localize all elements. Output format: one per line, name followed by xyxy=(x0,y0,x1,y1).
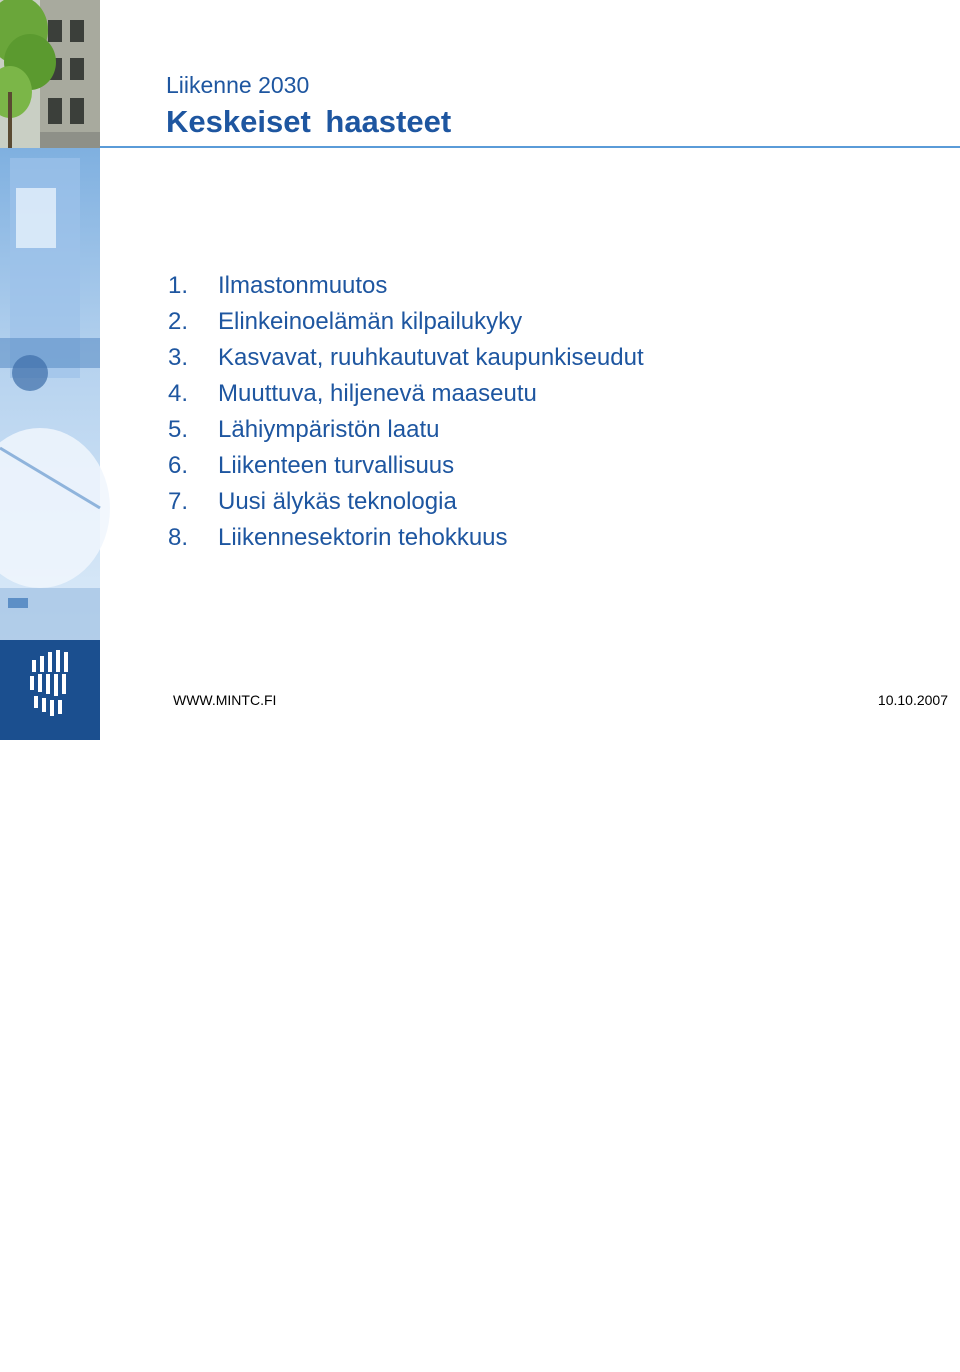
list-item-text: Muuttuva, hiljenevä maaseutu xyxy=(218,380,537,407)
list-item-text: Lähiympäristön laatu xyxy=(218,416,440,443)
list-item-text: Ilmastonmuutos xyxy=(218,272,388,299)
list-item xyxy=(168,376,644,412)
slide-title: Keskeiset haasteet xyxy=(166,104,452,139)
list-item xyxy=(168,484,644,520)
list-item xyxy=(168,268,644,304)
list-item-text: Elinkeinoelämän kilpailukyky xyxy=(218,308,523,335)
list-item-number: 5. xyxy=(168,416,189,443)
building-photo xyxy=(0,0,100,148)
list-item-number: 8. xyxy=(168,524,189,551)
list-item-text: Uusi älykäs teknologia xyxy=(218,488,457,515)
list-item-text: Kasvavat, ruuhkautuvat kaupunkiseudut xyxy=(218,344,644,371)
list-item-number: 2. xyxy=(168,308,189,335)
title-divider xyxy=(100,146,960,148)
list-item xyxy=(168,340,644,376)
list-item-text: Liikenteen turvallisuus xyxy=(218,452,455,479)
footer-url: WWW.MINTC.FI xyxy=(173,692,277,708)
list-item-number: 1. xyxy=(168,272,189,299)
list-item xyxy=(168,412,644,448)
list-item-text: Liikennesektorin tehokkuus xyxy=(218,524,508,551)
decorative-photo-strip xyxy=(0,0,100,1372)
list-item-number: 4. xyxy=(168,380,189,407)
list-item-number: 6. xyxy=(168,452,189,479)
list-item xyxy=(168,304,644,340)
footer-date: 10.10.2007 xyxy=(877,692,948,708)
list-item xyxy=(168,448,644,484)
list-item xyxy=(168,520,644,556)
challenge-list xyxy=(168,268,644,556)
transport-photo xyxy=(0,148,100,640)
ministry-logo-icon xyxy=(0,640,100,740)
list-item-number: 7. xyxy=(168,488,189,515)
list-item-number: 3. xyxy=(168,344,189,371)
slide-subtitle: Liikenne 2030 xyxy=(166,72,310,98)
page-number: 3 xyxy=(6,1356,14,1372)
ministry-logo-block xyxy=(0,640,100,1372)
